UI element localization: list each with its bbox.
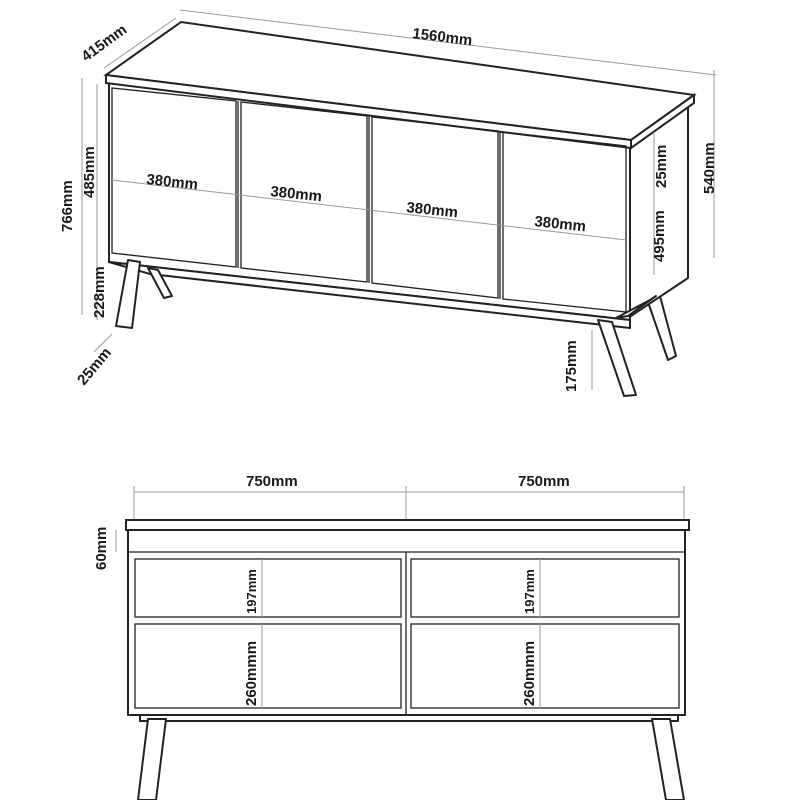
- label-top-thickness: 25mm: [653, 144, 670, 188]
- label-top-band: 60mm: [93, 526, 110, 570]
- label-door-3: 380mm: [405, 199, 459, 222]
- label-door-4: 380mm: [533, 213, 587, 236]
- front-leg-left: [138, 719, 166, 800]
- front-plinth: [140, 715, 678, 721]
- perspective-view: [59, 10, 718, 396]
- leg-back-right: [648, 296, 676, 360]
- front-view: [93, 473, 689, 800]
- label-drawer-lower-left: 260mmm: [243, 640, 260, 706]
- front-leg-right: [652, 719, 684, 800]
- label-width: 1560mm: [411, 25, 474, 50]
- label-door-height: 485mm: [81, 146, 98, 198]
- label-drawer-upper-right: 197mm: [522, 569, 537, 614]
- label-total-height: 766mm: [59, 180, 76, 232]
- label-section-left: 750mm: [246, 473, 298, 490]
- label-section-right: 750mm: [518, 473, 570, 490]
- label-door-1: 380mm: [145, 171, 199, 194]
- front-top-slab: [126, 520, 689, 530]
- leg-front-right: [598, 320, 636, 396]
- label-door-side-height: 495mm: [651, 210, 668, 262]
- label-door-2: 380mm: [269, 183, 323, 206]
- label-leg-height: 228mm: [91, 266, 108, 318]
- label-drawer-lower-right: 260mmm: [521, 640, 538, 706]
- label-leg-offset: 25mm: [74, 344, 115, 389]
- label-drawer-upper-left: 197mm: [244, 569, 259, 614]
- label-leg-side-height: 175mm: [563, 340, 580, 392]
- leg-front-left: [116, 260, 140, 328]
- label-body-side-height: 540mm: [701, 142, 718, 194]
- label-depth: 415mm: [78, 21, 131, 66]
